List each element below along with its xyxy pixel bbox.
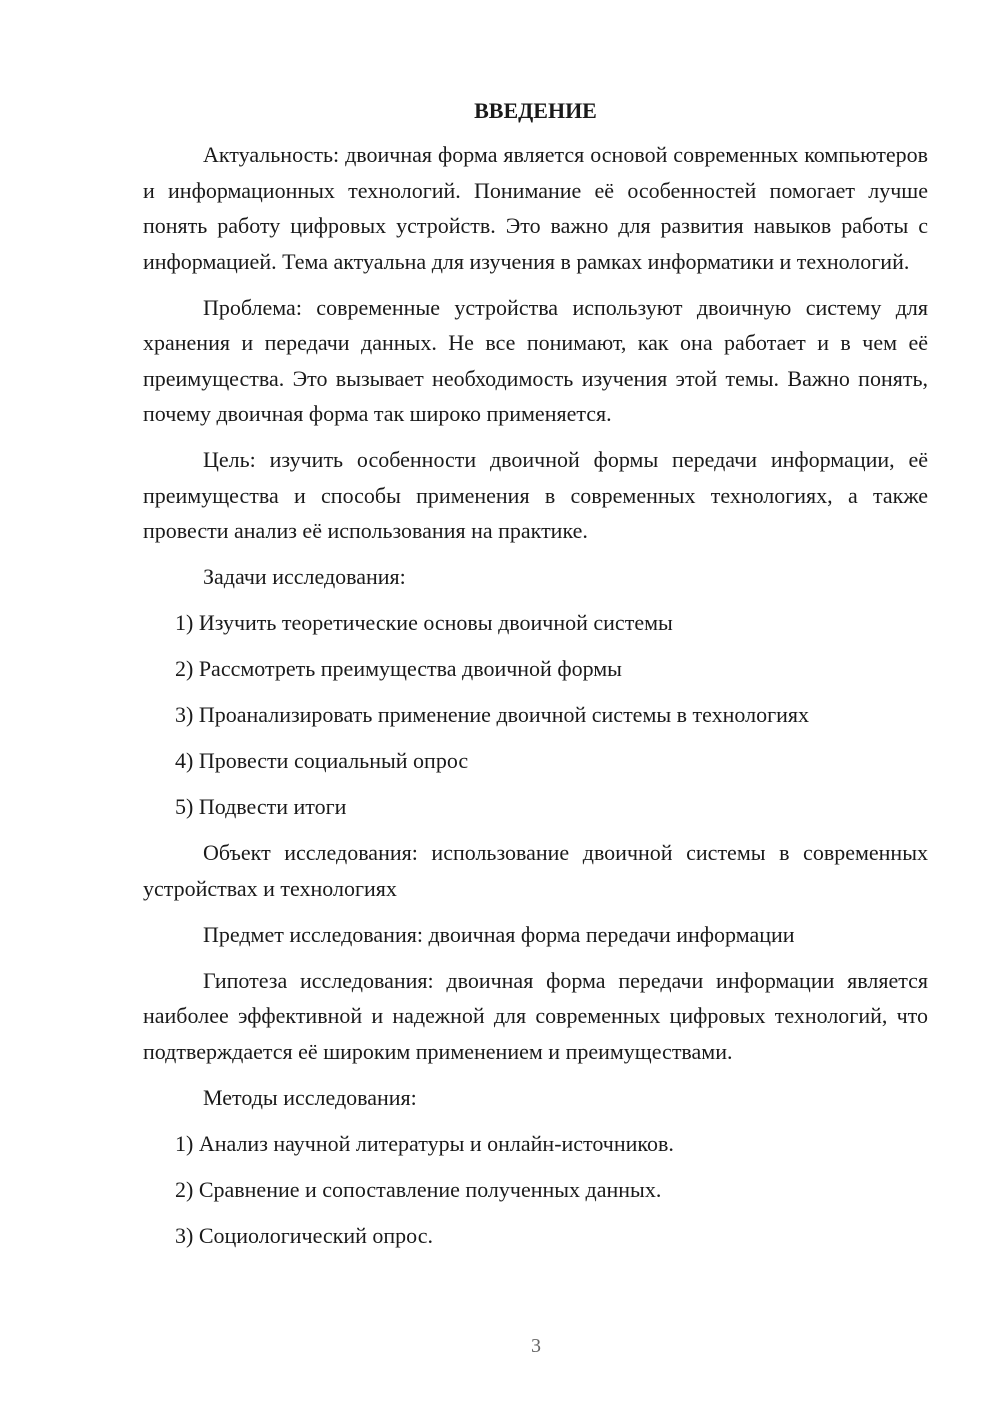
method-item: 2) Сравнение и сопоставление полученных данных. xyxy=(175,1176,662,1202)
tasks-list xyxy=(143,605,928,825)
tasks-title: Задачи исследования: xyxy=(203,564,406,589)
method-item: 3) Социологический опрос. xyxy=(175,1222,433,1248)
task-item: 3) Проанализировать применение двоичной системы в технологиях xyxy=(175,702,810,727)
relevance-paragraph: Актуальность: двоичная форма является основой современных компьютеров и информационных технологий. Понимание её особенностей помогает лучше понять работу цифровых устройств. Это важно для развития навыков работы с информацией. Тема актуальна для изучения в рамках информатики и технологий. xyxy=(143,142,928,274)
section-heading: ВВЕДЕНИЕ xyxy=(474,98,597,123)
task-item: 2) Рассмотреть преимущества двоичной формы xyxy=(175,656,622,681)
task-item: 1) Изучить теоретические основы двоичной системы xyxy=(175,610,673,635)
methods-title: Методы исследования: xyxy=(203,1084,417,1110)
task-item: 4) Провести социальный опрос xyxy=(175,748,469,773)
hypothesis-paragraph: Гипотеза исследования: двоичная форма передачи информации является наиболее эффективной и надежной для современных цифровых технологий, что подтверждается её широким применением и преимуществами. xyxy=(143,967,928,1064)
problem-paragraph: Проблема: современные устройства используют двоичную систему для хранения и передачи данных. Не все понимают, как она работает и в чем её преимущества. Это вызывает необходимость изучения этой темы. Важно понять, почему двоичная форма так широко применяется. xyxy=(143,294,928,426)
object-paragraph: Объект исследования: использование двоичной системы в современных устройствах и технологиях xyxy=(143,840,928,901)
goal-paragraph: Цель: изучить особенности двоичной формы передачи информации, её преимущества и способы применения в современных технологиях, а также провести анализ её использования на практике. xyxy=(143,447,928,543)
method-item: 1) Анализ научной литературы и онлайн-источников. xyxy=(175,1130,674,1156)
methods-list xyxy=(143,1126,928,1254)
task-item: 5) Подвести итоги xyxy=(175,794,347,819)
document-page xyxy=(143,93,928,1264)
page-number: 3 xyxy=(531,1335,541,1357)
subject-paragraph: Предмет исследования: двоичная форма передачи информации xyxy=(203,921,795,947)
